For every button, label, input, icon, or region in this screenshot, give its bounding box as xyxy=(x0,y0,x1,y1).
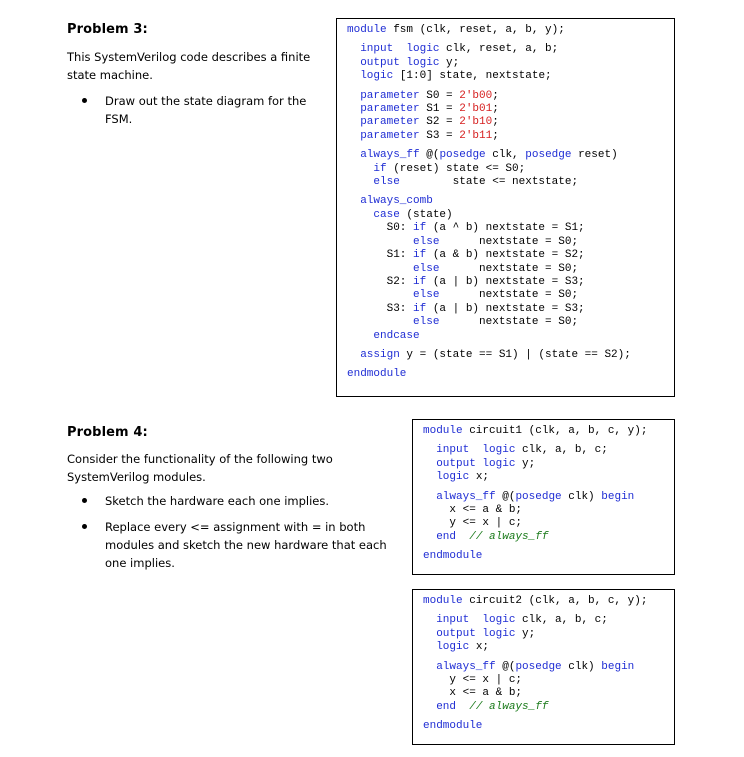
code-line: case (state) xyxy=(373,208,453,221)
code-line: endmodule xyxy=(423,720,483,733)
code-line: parameter S0 = 2'b00; xyxy=(360,89,499,102)
circuit1-code-listing xyxy=(423,425,647,564)
code-line: logic x; xyxy=(436,641,490,654)
problem-4-description: Consider the functionality of the following two SystemVerilog modules. xyxy=(67,452,333,484)
code-line: else nextstate = S0; xyxy=(413,316,579,329)
code-line: S0: if (a ^ b) nextstate = S1; xyxy=(347,222,585,235)
code-line: else nextstate = S0; xyxy=(413,289,579,302)
code-line: endcase xyxy=(373,329,420,342)
code-line: module circuit1 (clk, a, b, c, y); xyxy=(423,425,648,437)
code-line: y <= x | c; xyxy=(423,674,523,687)
code-line: S3: if (a | b) nextstate = S3; xyxy=(347,302,585,315)
code-line: else state <= nextstate; xyxy=(373,176,579,189)
code-line: output logic y; xyxy=(436,627,536,640)
code-line: always_ff @(posedge clk, posedge reset) xyxy=(360,149,618,162)
code-line: always_ff @(posedge clk) begin xyxy=(436,660,635,673)
code-line: always_ff @(posedge clk) begin xyxy=(436,490,635,503)
code-line: parameter S1 = 2'b01; xyxy=(360,103,499,116)
code-line: module circuit2 (clk, a, b, c, y); xyxy=(423,595,648,607)
code-line: end // always_ff xyxy=(436,700,549,713)
code-line: y <= x | c; xyxy=(423,517,523,530)
code-line: endmodule xyxy=(423,550,483,563)
circuit2-code-listing xyxy=(423,595,647,734)
code-line: if (reset) state <= S0; xyxy=(373,162,526,175)
code-line: x <= a & b; xyxy=(423,687,523,700)
code-line: output logic y; xyxy=(360,56,460,69)
problem-3-description: This SystemVerilog code describes a finite state machine. xyxy=(67,50,311,82)
code-line: logic x; xyxy=(436,471,490,484)
problem-3-bullet: Draw out the state diagram for the FSM. xyxy=(67,92,329,128)
code-line: S1: if (a & b) nextstate = S2; xyxy=(347,249,585,262)
fsm-code-listing xyxy=(347,24,631,382)
code-line: input logic clk, reset, a, b; xyxy=(360,43,559,56)
code-line: assign y = (state == S1) | (state == S2); xyxy=(360,348,631,361)
problem-3-heading: Problem 3: xyxy=(67,22,148,37)
fsm-code-box xyxy=(336,18,675,397)
code-line: always_comb xyxy=(360,195,433,208)
code-line: input logic clk, a, b, c; xyxy=(436,614,608,627)
circuit1-code-box xyxy=(412,419,675,575)
code-line: parameter S3 = 2'b11; xyxy=(360,129,499,142)
code-line: logic [1:0] state, nextstate; xyxy=(360,70,552,83)
code-line: parameter S2 = 2'b10; xyxy=(360,116,499,129)
problem-4-bullets xyxy=(67,492,397,580)
problem-4-heading: Problem 4: xyxy=(67,425,148,440)
code-line: end // always_ff xyxy=(436,530,549,543)
code-line: output logic y; xyxy=(436,457,536,470)
code-line: endmodule xyxy=(347,368,407,381)
code-line: else nextstate = S0; xyxy=(413,262,579,275)
code-line: S2: if (a | b) nextstate = S3; xyxy=(347,275,585,288)
code-line: input logic clk, a, b, c; xyxy=(436,444,608,457)
circuit2-code-box xyxy=(412,589,675,745)
code-line: x <= a & b; xyxy=(423,504,523,517)
problem-3-bullets xyxy=(67,92,329,136)
code-line: module fsm (clk, reset, a, b, y); xyxy=(347,24,565,36)
problem-4-bullet: Replace every <= assignment with = in both modules and sketch the new hardware that each one implies. xyxy=(67,518,397,572)
code-line: else nextstate = S0; xyxy=(413,235,579,248)
problem-4-bullet: Sketch the hardware each one implies. xyxy=(67,492,397,510)
